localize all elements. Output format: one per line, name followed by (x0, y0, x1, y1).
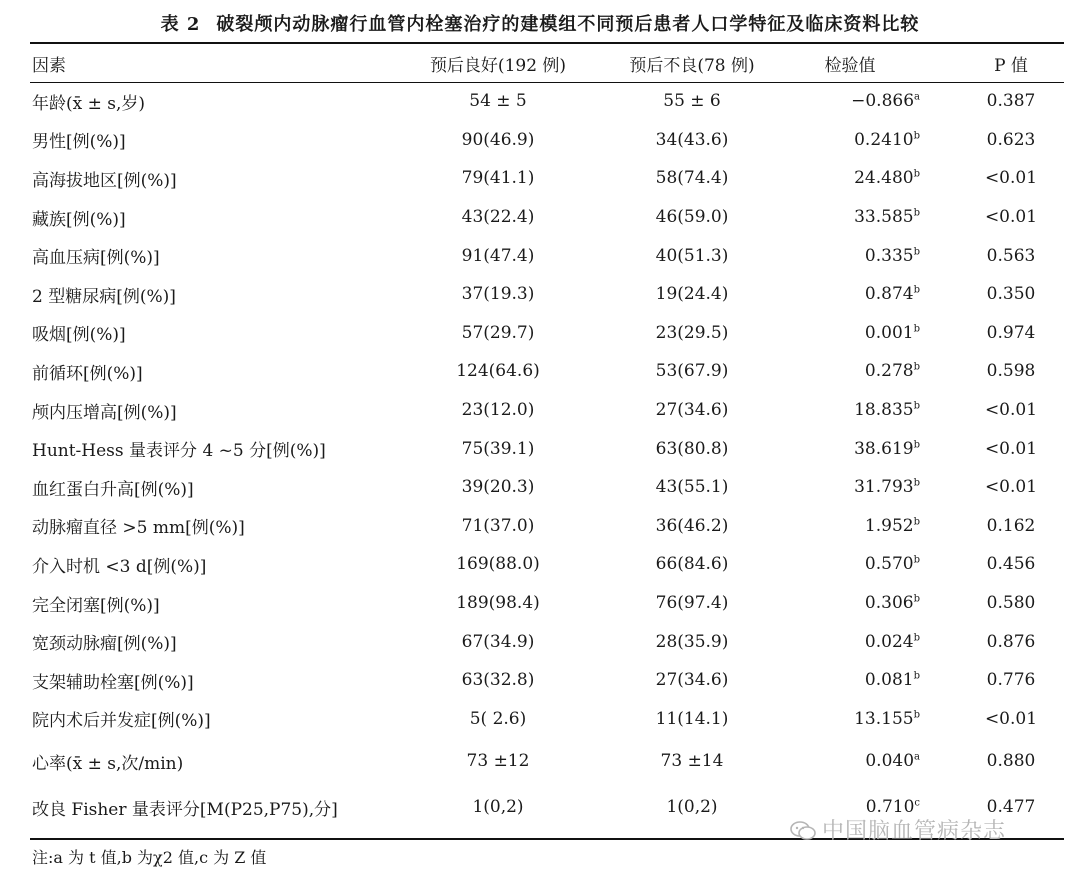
cell-p (938, 236, 1080, 275)
table-number: 表 2 (160, 14, 201, 35)
cell-factor (30, 159, 392, 198)
cell-poor (604, 391, 780, 430)
cell-good (392, 314, 604, 353)
cell-factor-text: 颅内压增高[例(%)] (32, 402, 177, 423)
stat-superscript: b (913, 593, 920, 605)
col-header-factor: 因素 (32, 55, 66, 76)
cell-factor (30, 584, 392, 623)
cell-factor (30, 507, 392, 546)
table-row (30, 391, 1080, 430)
cell-factor (30, 468, 392, 507)
cell-stat-text: 1.952 (864, 515, 914, 536)
table-row (30, 661, 1080, 700)
cell-factor-text: 2 型糖尿病[例(%)] (32, 286, 176, 307)
cell-poor-text: 55 ± 6 (663, 91, 721, 112)
cell-factor-text: 支架辅助栓塞[例(%)] (32, 672, 194, 693)
cell-factor (30, 700, 392, 739)
cell-factor-text: 完全闭塞[例(%)] (32, 595, 160, 616)
header-row (30, 44, 1080, 82)
stat-superscript: a (914, 91, 920, 103)
cell-stat-text: 0.710 (865, 797, 915, 818)
cell-good-text: 73 ±12 (466, 751, 530, 772)
cell-good (392, 700, 604, 739)
cell-good-text: 39(20.3) (461, 477, 535, 498)
table-row (30, 159, 1080, 198)
cell-poor-text: 63(80.8) (655, 438, 729, 459)
cell-factor-text: 动脉瘤直径 >5 mm[例(%)] (32, 518, 245, 539)
cell-factor (30, 275, 392, 314)
cell-good (392, 391, 604, 430)
cell-stat (780, 429, 938, 468)
cell-good-text: 67(34.9) (461, 631, 535, 652)
cell-factor (30, 784, 392, 830)
table-body (30, 82, 1080, 830)
cell-p-text: 0.162 (986, 515, 1036, 536)
cell-good-text: 1(0,2) (472, 797, 524, 818)
table-row (30, 275, 1080, 314)
stat-superscript: b (913, 168, 920, 180)
watermark-text: 中国脑血管病杂志 (822, 819, 1007, 844)
cell-p (938, 391, 1080, 430)
cell-good (392, 784, 604, 830)
cell-stat (780, 275, 938, 314)
cell-good-text: 124(64.6) (456, 361, 540, 382)
cell-good (392, 738, 604, 784)
cell-good-text: 63(32.8) (461, 670, 535, 691)
cell-factor-text: 院内术后并发症[例(%)] (32, 711, 211, 732)
table-row (30, 82, 1080, 121)
cell-p-text: 0.776 (986, 670, 1036, 691)
cell-factor (30, 198, 392, 237)
cell-factor-text: 血红蛋白升高[例(%)] (32, 479, 194, 500)
cell-stat (780, 314, 938, 353)
cell-poor (604, 275, 780, 314)
cell-poor-text: 36(46.2) (655, 515, 729, 536)
cell-p-text: <0.01 (984, 438, 1038, 459)
cell-p (938, 82, 1080, 121)
cell-good-text: 91(47.4) (461, 245, 535, 266)
table-footnote: 注:a 为 t 值,b 为χ2 值,c 为 Z 值 (32, 848, 267, 867)
cell-factor-text: Hunt-Hess 量表评分 4 ~5 分[例(%)] (32, 441, 326, 462)
cell-good (392, 352, 604, 391)
cell-poor-text: 46(59.0) (655, 207, 729, 228)
stat-superscript: a (914, 751, 920, 763)
cell-p-text: 0.880 (986, 751, 1036, 772)
cell-stat (780, 198, 938, 237)
stat-superscript: b (913, 207, 920, 219)
cell-stat (780, 391, 938, 430)
table-row (30, 507, 1080, 546)
cell-stat-text: 13.155 (854, 708, 914, 729)
cell-p-text: 0.598 (986, 361, 1036, 382)
cell-p-text: 0.456 (986, 554, 1036, 575)
cell-p (938, 661, 1080, 700)
cell-poor (604, 82, 780, 121)
cell-poor-text: 58(74.4) (655, 168, 729, 189)
cell-good-text: 75(39.1) (461, 438, 535, 459)
cell-good (392, 159, 604, 198)
cell-stat (780, 121, 938, 160)
col-header-good: 预后良好(192 例) (429, 55, 567, 76)
cell-stat-text: 0.306 (864, 593, 914, 614)
cell-poor-text: 27(34.6) (655, 400, 729, 421)
cell-p (938, 198, 1080, 237)
cell-good (392, 468, 604, 507)
cell-p-text: 0.477 (986, 797, 1036, 818)
cell-good-text: 79(41.1) (461, 168, 535, 189)
cell-good-text: 169(88.0) (456, 554, 540, 575)
cell-good (392, 661, 604, 700)
cell-poor (604, 314, 780, 353)
cell-poor (604, 236, 780, 275)
cell-poor (604, 159, 780, 198)
cell-stat-text: 0.874 (864, 284, 914, 305)
cell-factor (30, 622, 392, 661)
col-header-p: P 值 (994, 55, 1028, 76)
cell-stat (780, 700, 938, 739)
cell-poor (604, 545, 780, 584)
cell-good (392, 121, 604, 160)
cell-factor (30, 314, 392, 353)
cell-poor-text: 34(43.6) (655, 129, 729, 150)
cell-p (938, 275, 1080, 314)
col-header-poor: 预后不良(78 例) (629, 55, 755, 76)
table-title (0, 10, 1080, 36)
stat-superscript: b (913, 130, 920, 142)
cell-good (392, 622, 604, 661)
stat-superscript: b (913, 477, 920, 489)
cell-factor-text: 宽颈动脉瘤[例(%)] (32, 634, 177, 655)
wechat-icon (790, 821, 816, 841)
cell-stat-text: 0.570 (864, 554, 914, 575)
cell-stat-text: 0.001 (864, 322, 914, 343)
cell-good-text: 71(37.0) (461, 515, 535, 536)
cell-p (938, 584, 1080, 623)
cell-p (938, 159, 1080, 198)
cell-p (938, 352, 1080, 391)
cell-poor-text: 19(24.4) (655, 284, 729, 305)
cell-stat (780, 82, 938, 121)
table-row (30, 352, 1080, 391)
cell-good-text: 57(29.7) (461, 322, 535, 343)
stat-superscript: b (913, 400, 920, 412)
table-row (30, 622, 1080, 661)
cell-poor (604, 584, 780, 623)
cell-poor-text: 1(0,2) (666, 797, 718, 818)
cell-p-text: 0.623 (986, 129, 1036, 150)
cell-good-text: 43(22.4) (461, 207, 535, 228)
cell-factor (30, 738, 392, 784)
cell-factor (30, 236, 392, 275)
stat-superscript: b (913, 246, 920, 258)
cell-poor-text: 43(55.1) (655, 477, 729, 498)
cell-factor-text: 改良 Fisher 量表评分[M(P25,P75),分] (32, 799, 338, 820)
cell-factor (30, 352, 392, 391)
cell-stat-text: 38.619 (854, 438, 914, 459)
cell-stat (780, 159, 938, 198)
cell-stat-text: 31.793 (854, 477, 914, 498)
cell-poor (604, 700, 780, 739)
cell-p-text: <0.01 (984, 400, 1038, 421)
cell-stat (780, 236, 938, 275)
cell-good (392, 236, 604, 275)
cell-p (938, 507, 1080, 546)
cell-p (938, 468, 1080, 507)
cell-poor (604, 784, 780, 830)
cell-stat (780, 468, 938, 507)
table-row (30, 236, 1080, 275)
cell-stat-text: 24.480 (854, 168, 914, 189)
cell-stat-text: −0.866 (851, 91, 915, 112)
table-row (30, 198, 1080, 237)
cell-factor-text: 藏族[例(%)] (32, 209, 126, 230)
cell-stat-text: 33.585 (854, 207, 914, 228)
cell-good (392, 275, 604, 314)
cell-poor (604, 352, 780, 391)
stat-superscript: b (913, 323, 920, 335)
cell-poor (604, 198, 780, 237)
stat-superscript: b (913, 516, 920, 528)
cell-poor-text: 66(84.6) (655, 554, 729, 575)
cell-p-text: 0.350 (986, 284, 1036, 305)
cell-poor-text: 73 ±14 (660, 751, 724, 772)
cell-p-text: <0.01 (984, 477, 1038, 498)
cell-p (938, 314, 1080, 353)
cell-p (938, 545, 1080, 584)
cell-stat-text: 0.040 (865, 751, 915, 772)
cell-stat (780, 622, 938, 661)
cell-poor-text: 11(14.1) (655, 708, 729, 729)
cell-factor (30, 391, 392, 430)
cell-poor (604, 622, 780, 661)
table-row (30, 738, 1080, 784)
cell-stat (780, 738, 938, 784)
table-row (30, 584, 1080, 623)
cell-factor-text: 高血压病[例(%)] (32, 248, 160, 269)
cell-factor (30, 82, 392, 121)
watermark (790, 814, 1006, 845)
cell-good-text: 37(19.3) (461, 284, 535, 305)
table-row (30, 700, 1080, 739)
cell-poor (604, 507, 780, 546)
cell-stat (780, 584, 938, 623)
cell-factor (30, 661, 392, 700)
stat-superscript: b (913, 631, 920, 643)
cell-p-text: <0.01 (984, 708, 1038, 729)
cell-stat (780, 507, 938, 546)
stat-superscript: b (913, 284, 920, 296)
cell-poor (604, 738, 780, 784)
cell-good-text: 189(98.4) (456, 593, 540, 614)
stat-superscript: b (913, 670, 920, 682)
cell-good (392, 82, 604, 121)
cell-poor (604, 429, 780, 468)
cell-good (392, 545, 604, 584)
cell-poor-text: 27(34.6) (655, 670, 729, 691)
cell-p-text: 0.387 (986, 91, 1036, 112)
cell-factor (30, 429, 392, 468)
cell-poor-text: 28(35.9) (655, 631, 729, 652)
cell-poor-text: 40(51.3) (655, 245, 729, 266)
cell-factor-text: 年龄(x̄ ± s,岁) (32, 93, 146, 114)
cell-stat-text: 0.335 (864, 245, 914, 266)
cell-good (392, 198, 604, 237)
cell-factor (30, 545, 392, 584)
cell-stat-text: 0.024 (864, 631, 914, 652)
table-title-text: 破裂颅内动脉瘤行血管内栓塞治疗的建模组不同预后患者人口学特征及临床资料比较 (216, 14, 920, 35)
col-header-stat: 检验值 (824, 55, 876, 76)
cell-good-text: 90(46.9) (461, 129, 535, 150)
data-table (30, 44, 1080, 830)
stat-superscript: c (914, 797, 920, 809)
cell-stat (780, 545, 938, 584)
cell-stat-text: 0.2410 (854, 129, 914, 150)
cell-p (938, 429, 1080, 468)
cell-poor-text: 76(97.4) (655, 593, 729, 614)
cell-good (392, 584, 604, 623)
cell-poor-text: 23(29.5) (655, 322, 729, 343)
cell-poor (604, 661, 780, 700)
cell-p (938, 121, 1080, 160)
cell-factor-text: 男性[例(%)] (32, 132, 126, 153)
cell-p-text: 0.974 (986, 322, 1036, 343)
cell-p-text: 0.876 (986, 631, 1036, 652)
cell-p (938, 700, 1080, 739)
cell-good (392, 507, 604, 546)
stat-superscript: b (913, 554, 920, 566)
cell-p-text: 0.563 (986, 245, 1036, 266)
cell-stat (780, 352, 938, 391)
cell-good (392, 429, 604, 468)
table-row (30, 429, 1080, 468)
cell-p (938, 738, 1080, 784)
cell-factor-text: 前循环[例(%)] (32, 363, 143, 384)
cell-p-text: 0.580 (986, 593, 1036, 614)
cell-factor-text: 高海拔地区[例(%)] (32, 170, 177, 191)
cell-p (938, 622, 1080, 661)
cell-good-text: 54 ± 5 (469, 91, 527, 112)
cell-p-text: <0.01 (984, 207, 1038, 228)
table-row (30, 314, 1080, 353)
cell-good-text: 23(12.0) (461, 400, 535, 421)
cell-stat-text: 0.081 (864, 670, 914, 691)
cell-factor-text: 介入时机 <3 d[例(%)] (32, 556, 207, 577)
table-row (30, 468, 1080, 507)
cell-factor-text: 吸烟[例(%)] (32, 325, 126, 346)
cell-stat-text: 0.278 (864, 361, 914, 382)
cell-poor (604, 121, 780, 160)
cell-stat (780, 661, 938, 700)
cell-factor (30, 121, 392, 160)
stat-superscript: b (913, 438, 920, 450)
stat-superscript: b (913, 709, 920, 721)
table-row (30, 121, 1080, 160)
table-row (30, 545, 1080, 584)
stat-superscript: b (913, 361, 920, 373)
cell-p-text: <0.01 (984, 168, 1038, 189)
cell-poor-text: 53(67.9) (655, 361, 729, 382)
cell-factor-text: 心率(x̄ ± s,次/min) (32, 753, 184, 774)
cell-good-text: 5( 2.6) (469, 708, 527, 729)
cell-stat-text: 18.835 (854, 400, 914, 421)
cell-poor (604, 468, 780, 507)
